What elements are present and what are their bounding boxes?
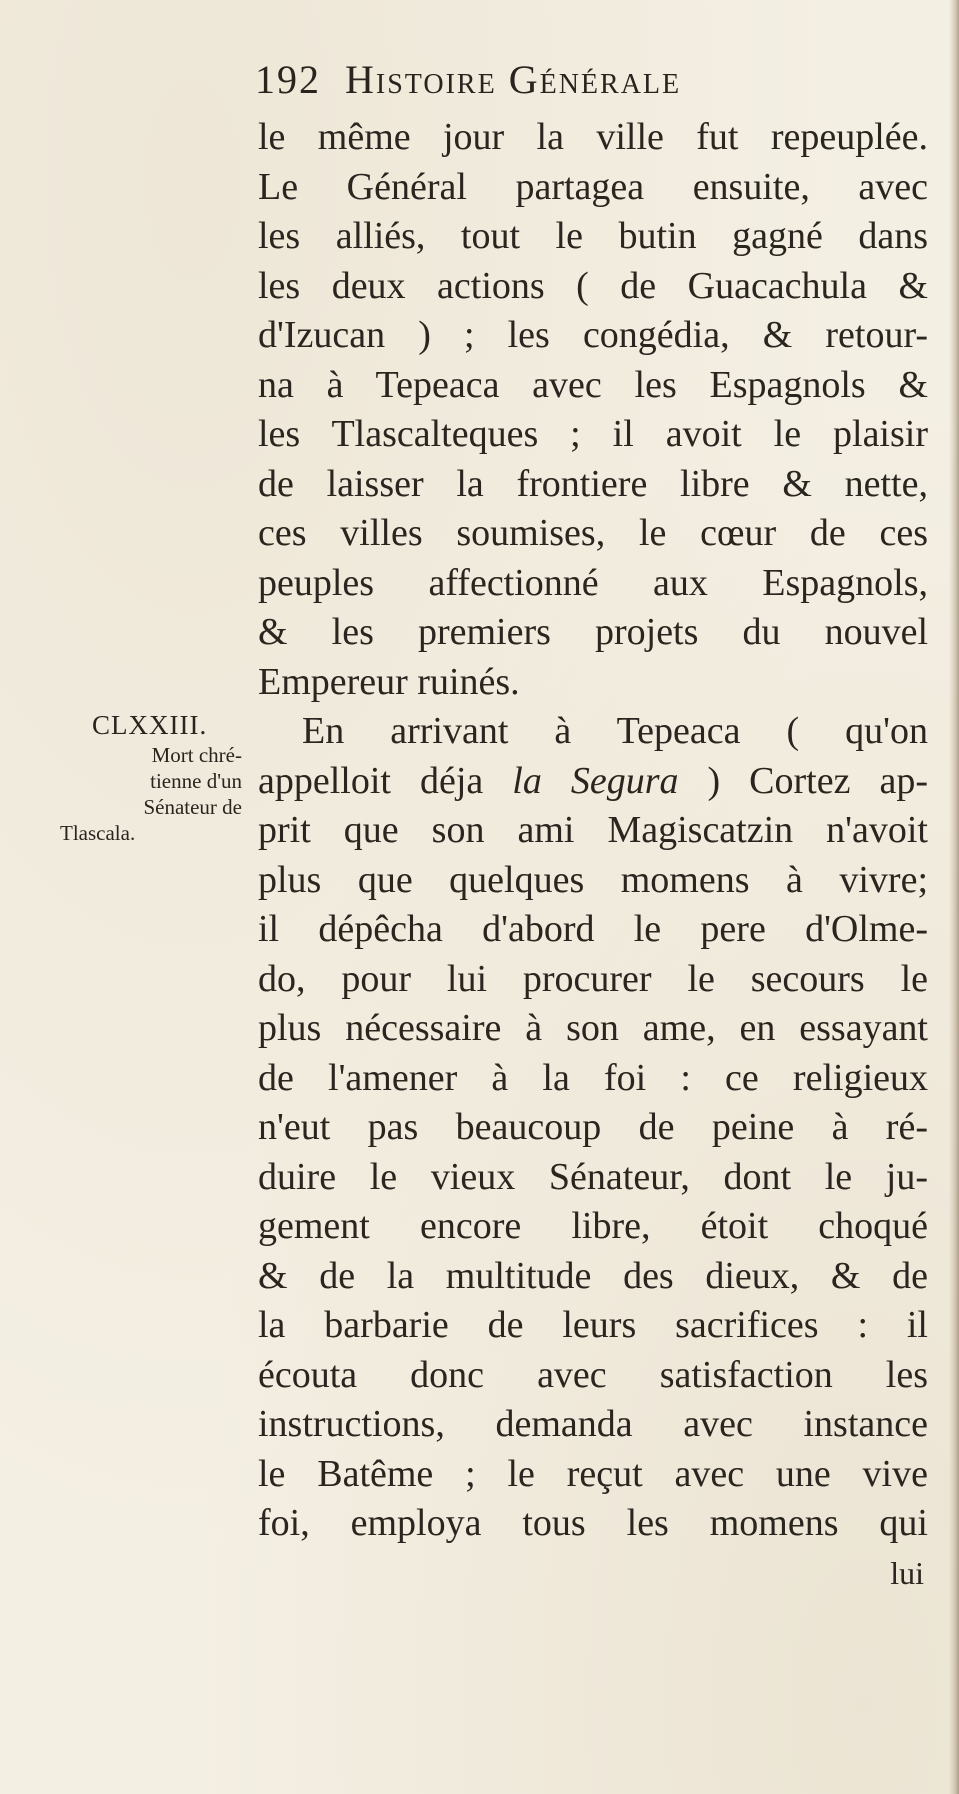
text-line: les deux actions ( de Guacachula & — [258, 264, 928, 307]
text-span: appelloit déja — [258, 759, 513, 802]
text-line: n'eut pas beaucoup de peine à ré- — [258, 1106, 928, 1148]
text-line: les Tlascalteques ; il avoit le plaisir — [258, 413, 928, 455]
text-line: do, pour lui procurer le secours le — [258, 957, 928, 1000]
text-line: gement encore libre, étoit choqué — [258, 1205, 928, 1247]
text-span: En arrivant à Tepeaca ( qu'on — [302, 710, 928, 752]
text-line: le même jour la ville fut repeuplée. — [258, 116, 928, 158]
running-title: Histoire Générale — [345, 57, 682, 102]
body-text — [258, 113, 928, 1598]
margin-note-line: Mort chré- — [151, 743, 242, 767]
text-line: instructions, demanda avec instance — [258, 1403, 928, 1445]
text-line: le Batême ; le reçut avec une vive — [258, 1452, 928, 1495]
margin-note-line: tienne d'un — [150, 769, 242, 793]
text-line: & de la multitude des dieux, & de — [258, 1254, 928, 1297]
paragraph-first-line — [258, 707, 928, 757]
text-line: de l'amener à la foi : ce religieux — [258, 1056, 928, 1099]
text-line: foi, employa tous les momens qui — [258, 1502, 928, 1544]
text-line: & les premiers projets du nouvel — [258, 611, 928, 653]
text-line: plus que quelques momens à vivre; — [258, 858, 928, 901]
text-line: duire le vieux Sénateur, dont le ju- — [258, 1155, 928, 1198]
text-line: prit que son ami Magiscatzin n'avoit — [258, 809, 928, 851]
text-line: Le Général partagea ensuite, avec — [258, 165, 928, 208]
text-span: ) Cortez ap- — [678, 759, 929, 802]
page-number: 192 — [255, 57, 321, 102]
text-line — [258, 757, 928, 807]
margin-note-line: Sénateur de — [143, 795, 242, 819]
text-line: de laisser la frontiere libre & nette, — [258, 462, 928, 505]
catchword: lui — [890, 1554, 924, 1591]
text-line: il dépêcha d'abord le pere d'Olme- — [258, 908, 928, 950]
margin-note-line: Tlascala. — [60, 821, 136, 845]
page-edge-shadow — [949, 0, 959, 1794]
text-line: Empereur ruinés. — [258, 660, 520, 703]
text-line: peuples affectionné aux Espagnols, — [258, 561, 928, 604]
text-line: les alliés, tout le butin gagné dans — [258, 215, 928, 257]
text-line: écouta donc avec satisfaction les — [258, 1353, 928, 1396]
italic-place-name: la Segura — [512, 759, 679, 802]
text-line: plus nécessaire à son ame, en essayant — [258, 1007, 928, 1049]
margin-note — [60, 742, 242, 846]
running-header — [255, 58, 905, 102]
text-line: na à Tepeaca avec les Espagnols & — [258, 363, 928, 406]
marginal-section-number: CLXXIII. — [92, 710, 208, 740]
text-line: d'Izucan ) ; les congédia, & retour- — [258, 314, 928, 356]
text-line: ces villes soumises, le cœur de ces — [258, 512, 928, 554]
text-line: la barbarie de leurs sacrifices : il — [258, 1304, 928, 1346]
